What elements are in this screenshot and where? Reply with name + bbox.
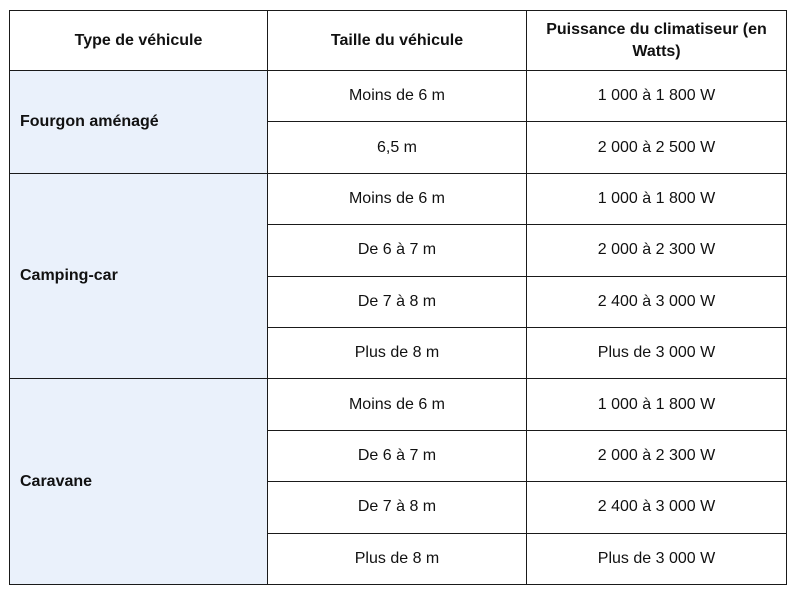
header-row (10, 11, 787, 71)
ac-power-cell: 1 000 à 1 800 W (527, 173, 787, 224)
table-row (10, 71, 787, 122)
vehicle-size-cell: Moins de 6 m (268, 173, 527, 224)
table-row (10, 379, 787, 430)
vehicle-size-cell: 6,5 m (268, 122, 527, 173)
ac-power-cell: 2 400 à 3 000 W (527, 482, 787, 533)
vehicle-size-cell: De 7 à 8 m (268, 276, 527, 327)
vehicle-size-cell: De 7 à 8 m (268, 482, 527, 533)
vehicle-size-cell: Moins de 6 m (268, 71, 527, 122)
table-row (10, 173, 787, 224)
vehicle-type-cell: Caravane (10, 379, 268, 585)
header-vehicle-size: Taille du véhicule (268, 11, 527, 71)
ac-power-cell: Plus de 3 000 W (527, 327, 787, 378)
vehicle-size-cell: Plus de 8 m (268, 533, 527, 584)
ac-power-cell: 2 000 à 2 300 W (527, 430, 787, 481)
ac-power-cell: Plus de 3 000 W (527, 533, 787, 584)
ac-power-cell: 1 000 à 1 800 W (527, 71, 787, 122)
table-header (10, 11, 787, 71)
air-conditioner-power-table (9, 10, 787, 585)
vehicle-type-cell: Camping-car (10, 173, 268, 379)
vehicle-size-cell: Plus de 8 m (268, 327, 527, 378)
ac-power-cell: 2 000 à 2 500 W (527, 122, 787, 173)
ac-power-cell: 2 400 à 3 000 W (527, 276, 787, 327)
ac-power-cell: 2 000 à 2 300 W (527, 225, 787, 276)
header-vehicle-type: Type de véhicule (10, 11, 268, 71)
vehicle-size-cell: De 6 à 7 m (268, 225, 527, 276)
header-ac-power: Puissance du climatiseur (en Watts) (527, 11, 787, 71)
table-body (10, 71, 787, 585)
vehicle-size-cell: Moins de 6 m (268, 379, 527, 430)
ac-power-cell: 1 000 à 1 800 W (527, 379, 787, 430)
vehicle-type-cell: Fourgon aménagé (10, 71, 268, 174)
vehicle-size-cell: De 6 à 7 m (268, 430, 527, 481)
